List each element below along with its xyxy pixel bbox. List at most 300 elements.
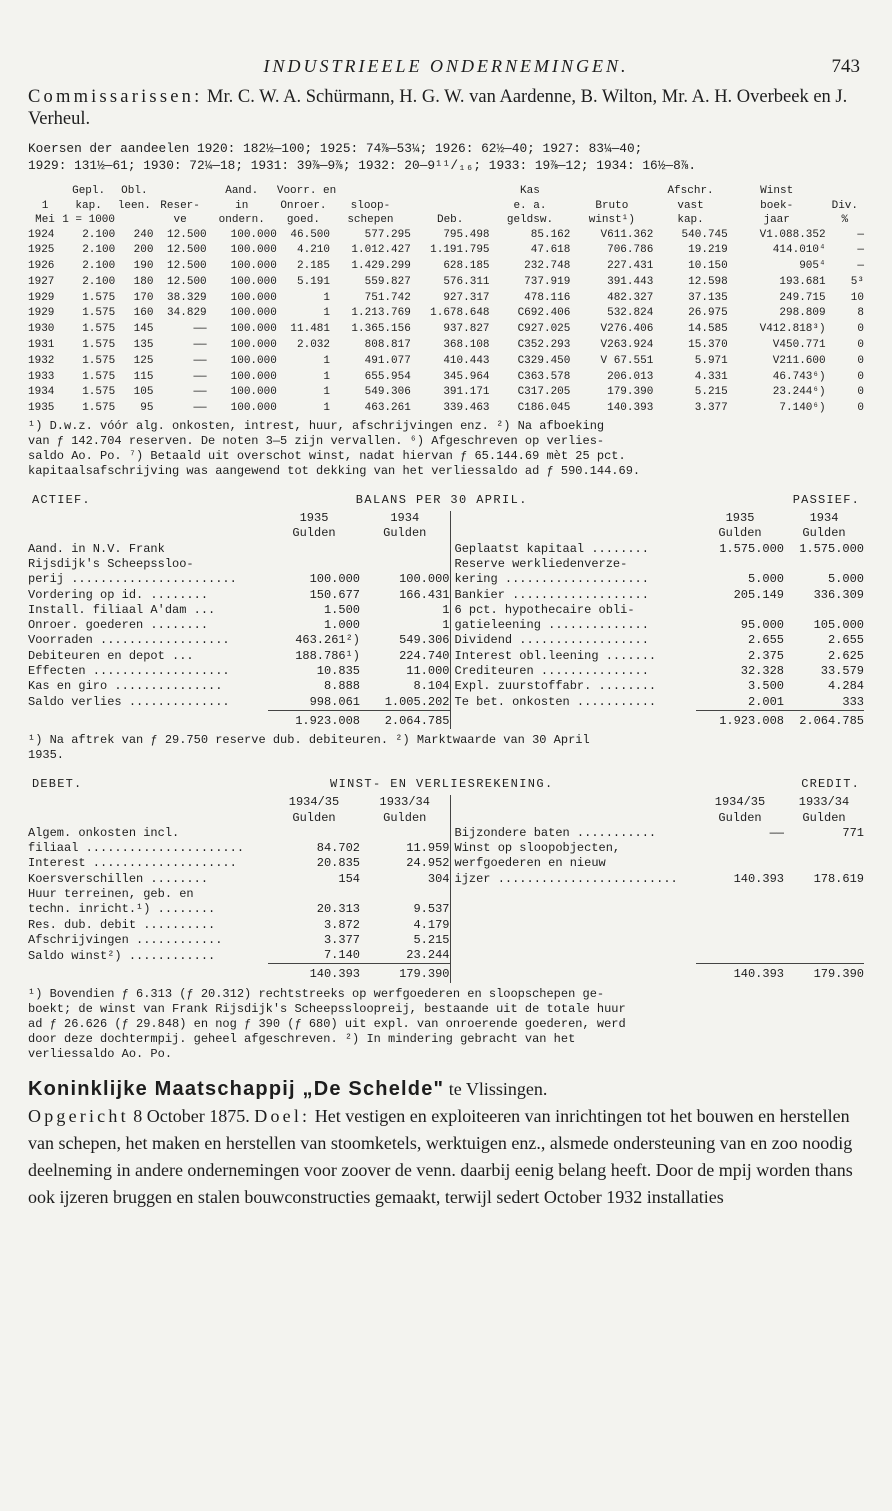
balans-right-value-current: 3.500 [747,679,784,694]
table-cell: V1.088.352 [759,228,826,241]
table-cell: V412.818³) [759,323,826,336]
balans-left-value-current: 10.835 [316,664,360,679]
winst-right-item: Winst op sloopobjecten, [450,841,696,856]
table-cell: 85.162 [530,228,571,241]
table-row [28,354,864,370]
table-header-cell: Reser- [160,199,200,212]
table-cell: 10 [850,291,864,304]
winst-total-right-current: 140.393 [696,964,784,983]
balans-right-value-current [696,557,784,572]
table-cell: 1926 [28,260,55,273]
company-entry [28,1076,864,1211]
winst-right-value-current [696,918,784,933]
footnote-line: ¹) D.w.z. vóór alg. onkosten, intrest, huur, afschrijvingen enz. ²) Na afboeking [28,419,605,434]
table-header-cell: % [841,214,849,226]
table-row [28,370,864,386]
table-cell: 4.331 [694,370,728,383]
pl-footnote-line: ad ƒ 26.626 (ƒ 29.848) en nog ƒ 390 (ƒ 680) uit expl. van onroerende goederen, werd [28,1016,626,1031]
winst-header-cell: 1933/34 [379,795,430,810]
table-cell: 1.213.769 [351,307,411,320]
table-cell: 491.077 [364,354,411,367]
table-cell: 414.010⁴ [772,244,826,257]
balans-header-cell: Gulden [383,526,427,541]
winst-left-value-current: 154 [338,871,360,886]
winst-header-cell: Gulden [383,810,427,825]
table-cell: 368.108 [443,339,490,352]
balans-header-cell: Gulden [718,526,762,541]
table-cell: 100.000 [230,402,277,415]
winst-right-item [450,933,696,948]
balans-left-value-prior: 11.000 [406,664,450,679]
winst-right-value-prior [784,856,864,871]
balans-row [28,649,864,664]
table-cell: 4.210 [297,244,331,257]
table-cell: 905⁴ [799,260,826,273]
table-cell: 1932 [28,354,55,367]
table-cell: 795.498 [443,228,490,241]
table-cell: 100.000 [230,244,277,257]
balans-right-value-current: 205.149 [733,587,784,602]
table-cell: 1.575 [82,307,116,320]
winst-row [28,826,864,841]
table-row [28,385,864,401]
table-cell: 1.575 [82,354,116,367]
table-cell: 1.429.299 [351,260,411,273]
table-cell: 12.500 [167,275,207,288]
table-cell: 19.219 [688,244,728,257]
table-header-cell: leen. [117,199,151,212]
footnote-line: van ƒ 142.704 reserven. De noten 3—5 zijn vervallen. ⁶) Afgeschreven op verlies- [28,434,605,449]
table-cell: 140.393 [607,402,654,415]
balans-right-item: 6 pct. hypothecaire obli- [450,603,696,618]
winst-right-value-prior: 771 [842,825,864,840]
table-cell: 1934 [28,386,55,399]
balans-right-value-prior: 333 [842,694,864,709]
table-cell: V263.924 [600,339,654,352]
winst-header-row [28,811,864,826]
balans-header-row [28,511,864,526]
table-header-cell [570,184,653,199]
balans-left-item: perij ....................... [28,572,237,587]
table-header-cell [330,184,411,199]
table-cell: —— [193,370,207,383]
table-cell: 298.809 [779,307,826,320]
table-cell: 0 [857,402,864,415]
pl-right-title: CREDIT. [801,777,860,792]
winst-row [28,933,864,948]
winst-left-value-prior: 5.215 [413,932,450,947]
running-header [28,50,864,86]
table-cell: 100.000 [230,323,277,336]
table-row [28,401,864,417]
table-cell: 135 [133,339,154,352]
table-cell: 179.390 [607,386,654,399]
balans-header-cell [28,526,268,541]
winst-left-value-prior [360,887,450,902]
winst-right-item [450,887,696,902]
balans-left-value-current: 463.261²) [295,633,360,648]
balans-left-item: Saldo verlies .............. [28,695,230,710]
table-cell: 1 [323,307,331,320]
winst-header-cell [450,811,696,826]
table-cell: 391.171 [443,386,490,399]
winst-right-value-prior [784,902,864,917]
table-cell: 628.185 [443,260,490,273]
balans-total-right-prior: 2.064.785 [784,710,864,729]
table-header-cell: schepen [347,214,394,226]
table-cell: 160 [133,307,154,320]
table-cell: 1935 [28,402,55,415]
winst-left-item: filiaal ...................... [28,841,245,856]
table-cell: 751.742 [364,291,411,304]
table-header-cell: 1 [41,199,49,212]
winst-left-value-prior: 304 [427,871,450,886]
table-cell: 1 [323,386,331,399]
balans-left-value-current: 998.061 [309,694,360,709]
balans-header-cell [28,511,268,526]
table-cell: 1 [323,354,331,367]
winst-left-item: Algem. onkosten incl. [28,825,180,840]
table-cell: 100.000 [230,291,277,304]
balans-right-value-prior: 5.000 [827,572,864,587]
balans-row [28,618,864,633]
table-cell: 5.191 [297,275,331,288]
pl-footnote-line: verliessaldo Ao. Po. [28,1046,173,1061]
winst-header-cell: 1933/34 [798,795,850,810]
table-cell: 655.954 [364,370,411,383]
table-cell: 206.013 [607,370,654,383]
table-cell: C329.450 [517,354,571,367]
balans-row [28,572,864,587]
table-header-cell: kap. [677,214,704,226]
balans-right-value-prior: 33.579 [820,664,864,679]
winst-right-value-current [696,933,784,948]
table-row [28,259,864,275]
winst-left-item: Saldo winst²) ............ [28,948,216,963]
winst-left-item: Huur terreinen, geb. en [28,887,194,901]
table-cell: 100.000 [230,354,277,367]
table-cell: 1925 [28,244,55,257]
balans-totals-spacer [28,710,268,729]
winst-right-value-current: —— [769,825,784,840]
balans-row [28,603,864,618]
winst-left-value-current [268,887,360,902]
table-cell: 100.000 [230,339,277,352]
balans-row [28,633,864,648]
table-cell: 23.244⁶) [772,386,826,399]
balans-left-value-prior: 224.740 [399,648,450,663]
balans-right-value-current: 2.655 [747,633,784,648]
table-cell: 1.575 [82,339,116,352]
table-header-cell: Voorr. en [276,185,337,197]
winst-row [28,872,864,887]
balans-left-value-prior: 1 [442,618,450,633]
winst-left-value-prior: 4.179 [413,917,450,932]
balans-left-value-prior: 549.306 [399,633,450,648]
table-header-cell: boek- [760,199,794,212]
balans-left-value-prior [360,557,450,572]
balans-right-item: gatieleening .............. [450,618,696,633]
table-cell: C317.205 [517,386,571,399]
winst-row [28,887,864,902]
table-cell: 1.575 [82,291,116,304]
table-cell: 0 [857,323,864,336]
table-cell: 1.365.156 [351,323,411,336]
balans-header-cell: 1935 [725,511,755,526]
koersen-block [28,140,864,174]
balance-right-title: PASSIEF. [792,493,860,508]
table-cell: 95 [140,402,154,415]
table-cell: 1.575 [82,402,116,415]
pl-title: WINST- EN VERLIESREKENING. [329,777,554,792]
table-cell: 5.215 [694,386,728,399]
winst-row [28,902,864,917]
balans-left-value-current: 100.000 [309,572,360,587]
balans-right-value-current: 2.375 [747,648,784,663]
balans-left-value-current [268,542,360,557]
table-cell: 0 [857,370,864,383]
table-header-row [28,199,864,214]
winst-header-cell: Gulden [802,810,846,825]
table-cell: 240 [133,228,154,241]
koersen-line-1: Koersen der aandeelen 1920: 182½—100; 1925: 74⅞—53¼; 1926: 62½—40; 1927: 83¼—40; [28,141,643,156]
winst-left-value-prior: 24.952 [406,856,450,871]
balans-right-item: kering .................... [450,572,696,587]
table-cell: 2.100 [82,244,116,257]
table-cell: 2.100 [82,275,116,288]
winst-totals-spacer [450,964,696,983]
commissarissen-paragraph [28,86,864,130]
balans-header-row [28,526,864,541]
balans-right-item: Reserve werkliedenverze- [450,557,696,572]
table-cell: 8 [857,307,864,320]
table-header-row [28,184,864,199]
balans-left-item: Onroer. goederen ........ [28,618,209,633]
table-cell: 12.598 [688,275,728,288]
balans-totals-spacer [450,710,696,729]
table-cell: 1924 [28,228,55,241]
balans-header-cell [450,526,696,541]
table-header-cell [115,213,153,228]
table-cell: 2.185 [297,260,331,273]
table-cell: 5³ [850,275,864,288]
table-cell: 478.116 [524,291,571,304]
balans-right-item: Interest obl.leening ....... [450,649,696,664]
table-header-cell: Winst [760,185,794,197]
balans-right-item: Geplaatst kapitaal ........ [450,542,696,557]
multi-year-table [28,184,864,417]
table-cell: 7.140⁶) [779,402,826,415]
balans-right-item: Te bet. onkosten ........... [450,695,696,711]
table-cell: 227.431 [607,260,654,273]
table-cell: 463.261 [364,402,411,415]
winst-header-cell [450,795,696,810]
table-cell: C363.578 [517,370,571,383]
table-header-cell: e. a. [513,199,547,212]
table-cell: C186.045 [517,402,571,415]
table-cell: 180 [133,275,154,288]
table-row [28,243,864,259]
balans-header-cell: Gulden [292,526,336,541]
winst-row [28,856,864,871]
table-cell: 1933 [28,370,55,383]
table-header-cell: sloop- [350,199,391,212]
table-row [28,306,864,322]
profit-loss-account [28,777,864,1062]
table-row [28,228,864,244]
table-cell: 1.575 [82,370,116,383]
balans-totals-row [28,710,864,729]
winst-totals-spacer [28,964,268,983]
balans-right-value-prior: 1.575.000 [799,541,864,556]
table-cell: —— [193,323,207,336]
table-cell: 1.012.427 [351,244,411,257]
balans-left-value-prior: 8.104 [413,679,450,694]
table-cell: 808.817 [364,339,411,352]
winst-total-left-current: 140.393 [268,964,360,983]
table-cell: 1931 [28,339,55,352]
balance-left-title: ACTIEF. [32,493,91,508]
balans-row [28,695,864,711]
koersen-line-2: 1929: 131½—61; 1930: 72¼—18; 1931: 39⅞—9⅞; 1932: 20—9¹¹/₁₆; 1933: 19⅞—12; 1934: 16½—8⅞. [28,158,697,173]
table-cell: 1.678.648 [430,307,490,320]
company-location: te Vlissingen. [448,1078,548,1099]
table-header-cell: vast [677,199,704,212]
balans-left-item: Kas en giro ............... [28,679,223,694]
winst-right-value-current [696,902,784,917]
table-cell: 12.500 [167,260,207,273]
winst-left-item: Afschrijvingen ............ [28,932,223,947]
winst-right-value-current [696,841,784,856]
table-cell: 100.000 [230,275,277,288]
winst-right-item: ijzer ......................... [450,872,696,887]
balans-row [28,679,864,694]
table-cell: 47.618 [530,244,571,257]
balans-header-cell: 1935 [299,511,329,526]
winst-left-value-current: 3.872 [323,917,360,932]
balans-right-value-prior: 2.625 [827,648,864,663]
winst-left-value-current [268,826,360,841]
balans-right-value-prior [784,603,864,618]
winst-left-value-current: 20.313 [316,902,360,917]
table-header-row [28,213,864,228]
winst-header-cell [28,811,268,826]
balance-footnote-cont: 1935. [28,748,65,763]
table-cell: 1929 [28,291,55,304]
winst-header-cell [28,795,268,810]
table-cell: 927.317 [443,291,490,304]
table-cell: 482.327 [607,291,654,304]
table-cell: — [857,228,864,241]
table-cell: 937.827 [443,323,490,336]
table-cell: 1.191.795 [430,244,490,257]
table-header-cell: ve [173,214,187,226]
balans-left-value-current: 1.000 [323,618,360,633]
table-cell: 410.443 [443,354,490,367]
table-cell: C692.406 [517,307,571,320]
table-cell: V211.600 [772,354,826,367]
table-cell: V611.362 [600,228,654,241]
pl-left-title: DEBET. [32,777,83,792]
balans-total-right-current: 1.923.008 [696,710,784,729]
table-cell: 532.824 [607,307,654,320]
winst-right-value-current [696,887,784,902]
table-row [28,338,864,354]
table-cell: 339.463 [443,402,490,415]
balans-left-item: Voorraden .................. [28,633,230,648]
table-cell: 100.000 [230,370,277,383]
winst-row [28,841,864,856]
table-cell: 145 [133,323,154,336]
balans-row [28,557,864,572]
table-header-cell: ondern. [218,214,265,226]
company-name: Koninklijke Maatschappij „De Schelde" [28,1077,445,1100]
balans-right-item: Bankier ................... [450,588,696,603]
table-cell: 125 [133,354,154,367]
table-cell: —— [193,354,207,367]
winst-totals-row [28,964,864,983]
doel-label: Doel: [254,1105,311,1126]
table-header-cell: Obl. [121,185,148,197]
pl-footnote-line: ¹) Bovendien ƒ 6.313 (ƒ 20.312) rechtstreeks op werfgoederen en sloopschepen ge- [28,986,605,1001]
table-header-cell: goed. [286,214,320,226]
table-cell: —— [193,402,207,415]
table-cell: 193.681 [779,275,826,288]
table-cell: 1 [323,370,331,383]
table-cell: 559.827 [364,275,411,288]
table-row [28,275,864,291]
table-cell: 37.135 [688,291,728,304]
winst-header-cell: Gulden [718,810,762,825]
table-cell: V276.406 [600,323,654,336]
table-cell: 2.100 [82,228,116,241]
balans-row [28,542,864,557]
table-header-cell [826,184,864,199]
table-cell: 0 [857,339,864,352]
table-cell: 100.000 [230,307,277,320]
table-cell: 46.500 [290,228,331,241]
balance-sheet [28,493,864,763]
balans-right-value-current: 5.000 [747,572,784,587]
table-cell: 11.481 [290,323,331,336]
doel-text: Het vestigen en exploiteeren van inrichtingen tot het bouwen en herstellen van schepen, het maken en herstellen van stoomketels, werktuigen enz., alsmede ondersteuning van en zoo noodig deelneming in andere ondernemingen voor zoover de venn. daarbij eenig belang heeft. Door de mpij worden thans ook ijzeren bruggen en stalen bouwconstructies gemaakt, terwijl sedert October 1932 installaties [28,1105,853,1207]
table-footnotes [28,419,864,479]
winst-header-cell: Gulden [292,810,336,825]
table-cell: 12.500 [167,228,207,241]
winst-header-row [28,795,864,810]
balans-right-value-current: 2.001 [747,694,784,709]
winst-left-value-current: 7.140 [323,948,360,963]
winst-right-value-current [696,948,784,964]
table-cell: 26.975 [688,307,728,320]
balans-right-item: Crediteuren ............... [450,664,696,679]
table-cell: 737.919 [524,275,571,288]
page-number: 743 [831,56,860,77]
winst-left-value-prior: 11.959 [406,841,450,856]
running-title: INDUSTRIEELE ONDERNEMINGEN. [263,56,629,76]
balans-left-item: Debiteuren en depot ... [28,648,194,663]
winst-header-cell: 1934/35 [288,795,340,810]
winst-right-value-prior [784,933,864,948]
table-cell: — [857,260,864,273]
table-cell: 1 [323,291,331,304]
table-cell: — [857,244,864,257]
table-cell: 0 [857,354,864,367]
balans-right-value-prior [784,557,864,572]
table-cell: 576.311 [443,275,490,288]
winst-left-item: Interest .................... [28,856,237,871]
table-cell: V450.771 [772,339,826,352]
